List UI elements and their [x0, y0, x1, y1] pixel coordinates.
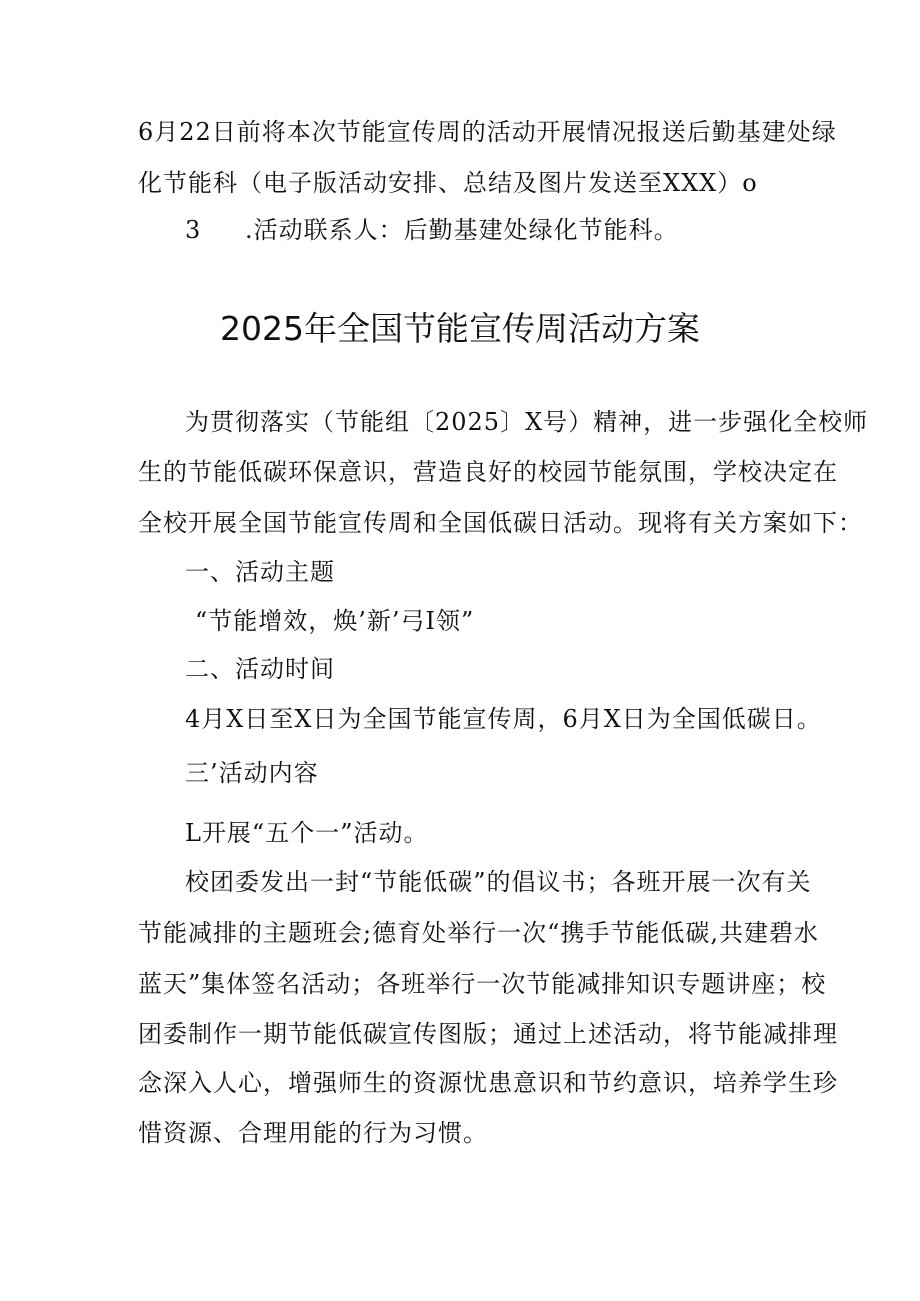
section-heading: 一、活动主题	[185, 558, 335, 586]
text-line: .活动联系人：后勤基建处绿化节能科。	[245, 216, 679, 244]
text-line: 校团委发出一封“节能低碳”的倡议书；各班开展一次有关	[185, 868, 812, 896]
text-line: 6月22日前将本次节能宣传周的活动开展情况报送后勤基建处绿	[138, 118, 837, 146]
text-line: 惜资源、合理用能的行为习惯。	[138, 1119, 488, 1147]
text-line: 生的节能低碳环保意识，营造良好的校园节能氛围，学校决定在	[138, 458, 838, 486]
section-heading: 三’活动内容	[185, 759, 319, 787]
subsection-heading: L开展“五个一”活动。	[185, 819, 429, 847]
theme-quote: “节能增效，焕’新’弓I领”	[195, 607, 475, 635]
list-number: 3	[185, 216, 202, 244]
text-line: 为贯彻落实（节能组〔2025〕X号）精神，进一步强化全校师	[185, 408, 869, 436]
text-line: 全校开展全国节能宣传周和全国低碳日活动。现将有关方案如下：	[138, 509, 863, 537]
text-line: 团委制作一期节能低碳宣传图版；通过上述活动，将节能减排理	[138, 1020, 838, 1048]
page-title: 2025年全国节能宣传周活动方案	[220, 309, 700, 348]
text-line: 节能减排的主题班会;德育处举行一次“携手节能低碳,共建碧水	[138, 919, 819, 947]
text-line: 蓝天”集体签名活动；各班举行一次节能减排知识专题讲座；校	[138, 970, 827, 998]
text-line: 化节能科（电子版活动安排、总结及图片发送至XXX）o	[138, 169, 758, 197]
text-line: 念深入人心，增强师生的资源忧患意识和节约意识，培养学生珍	[138, 1069, 838, 1097]
text-line: 4月X日至X日为全国节能宣传周，6月X日为全国低碳日。	[185, 705, 822, 733]
section-heading: 二、活动时间	[185, 655, 335, 683]
